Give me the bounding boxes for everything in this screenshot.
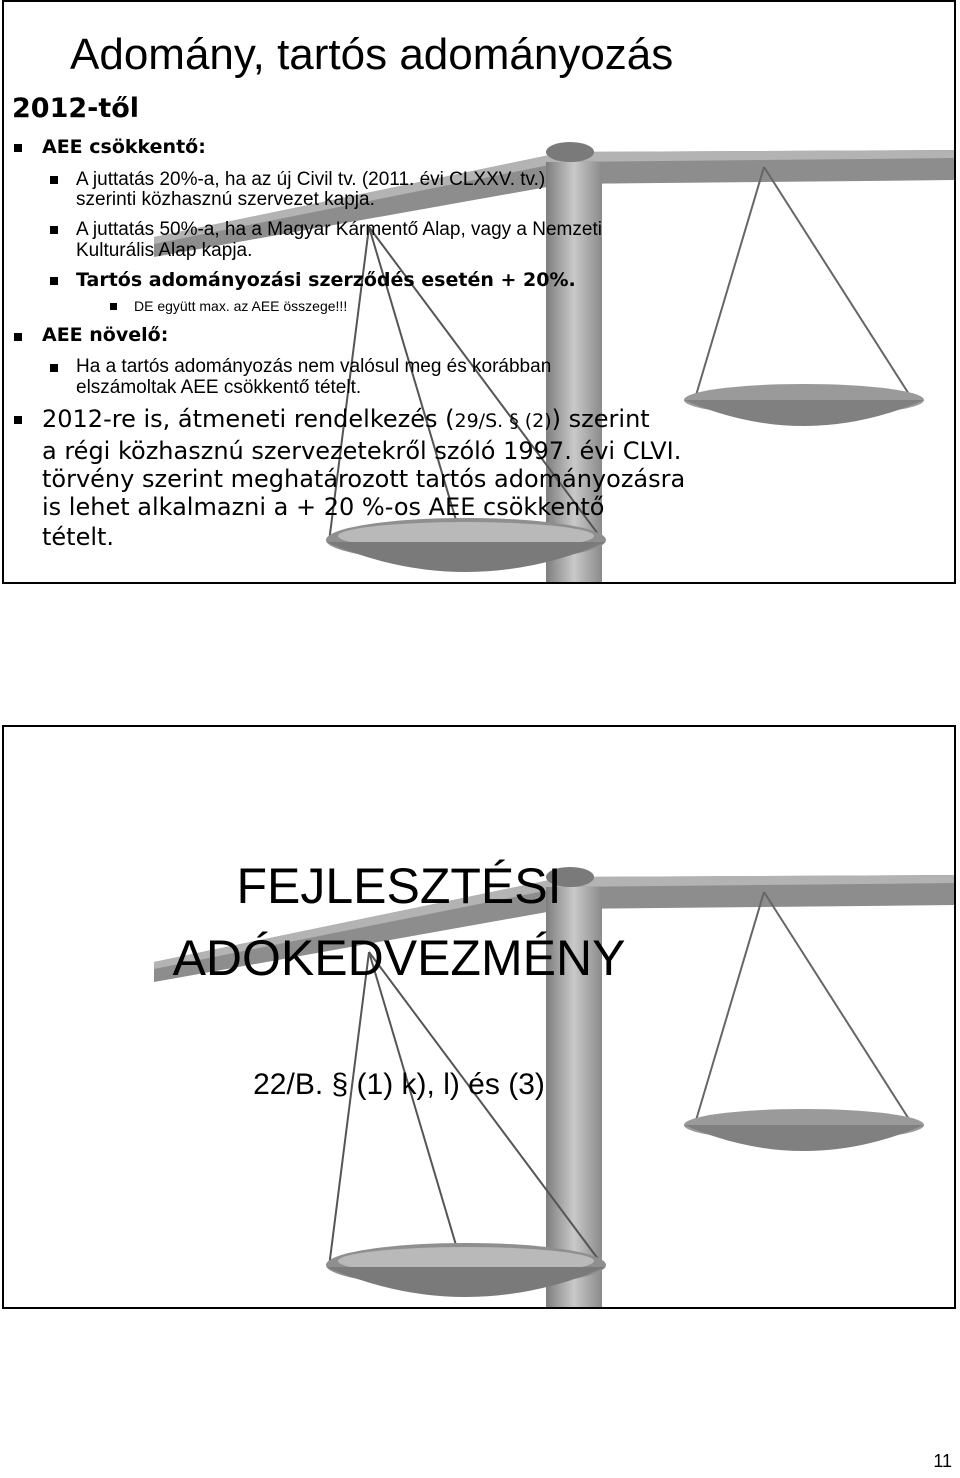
transition-line-2: a régi közhasznú szervezetekről szóló 1997. évi CLVI. bbox=[42, 437, 682, 465]
bullet-square-icon bbox=[50, 226, 58, 234]
transition-text: 2012-re is, átmeneti rendelkezés ( bbox=[42, 405, 455, 433]
bullet-square-icon bbox=[110, 303, 117, 310]
aee-reduce-label: AEE csökkentő: bbox=[42, 136, 206, 158]
bullet-square-icon bbox=[14, 333, 22, 341]
transition-line-5: tételt. bbox=[42, 523, 115, 551]
page-number: 11 bbox=[933, 1451, 952, 1471]
slide-title: Adomány, tartós adományozás bbox=[70, 30, 674, 79]
list-item: A juttatás 20%-a, ha az új Civil tv. (2011. évi CLXXV. tv.) bbox=[76, 169, 546, 190]
list-item: Ha a tartós adományozás nem valósul meg és korábban bbox=[76, 356, 552, 377]
bullet-square-icon bbox=[50, 364, 58, 372]
slide-2 bbox=[2, 725, 956, 1309]
bullet-square-icon bbox=[50, 176, 58, 184]
slide-2-title-line-2: ADÓKEDVEZMÉNY bbox=[172, 930, 626, 986]
list-item-continuation: Kulturális Alap kapja. bbox=[76, 240, 253, 261]
slide-2-subtitle: 22/B. § (1) k), l) és (3) bbox=[253, 1068, 545, 1101]
slide-1-content bbox=[4, 2, 956, 584]
bullet-square-icon bbox=[14, 144, 22, 152]
transition-reference: 29/S. § (2) bbox=[454, 410, 552, 432]
slide-2-title-line-1: FEJLESZTÉSI bbox=[236, 858, 562, 914]
list-item: Tartós adományozási szerződés esetén + 20%. bbox=[76, 269, 576, 291]
slide-2-content bbox=[4, 727, 956, 1309]
aee-increase-label: AEE növelő: bbox=[42, 324, 169, 346]
transition-line-4: is lehet alkalmazni a + 20 %-os AEE csökkentő bbox=[42, 493, 605, 521]
list-item-continuation: szerinti közhasznú szervezet kapja. bbox=[76, 189, 375, 210]
bullet-square-icon bbox=[14, 416, 22, 424]
transition-text: ) szerint bbox=[551, 405, 650, 433]
section-year: 2012-től bbox=[12, 93, 140, 124]
sub-note: DE együtt max. az AEE összege!!! bbox=[134, 298, 348, 314]
list-item: A juttatás 50%-a, ha a Magyar Kármentő Alap, vagy a Nemzeti bbox=[76, 219, 602, 240]
transition-line-1 bbox=[42, 404, 650, 437]
list-item-continuation: elszámoltak AEE csökkentő tételt. bbox=[76, 377, 362, 398]
slide-1 bbox=[2, 0, 956, 584]
bullet-square-icon bbox=[50, 277, 58, 285]
transition-line-3: törvény szerint meghatározott tartós adományozásra bbox=[42, 465, 686, 493]
